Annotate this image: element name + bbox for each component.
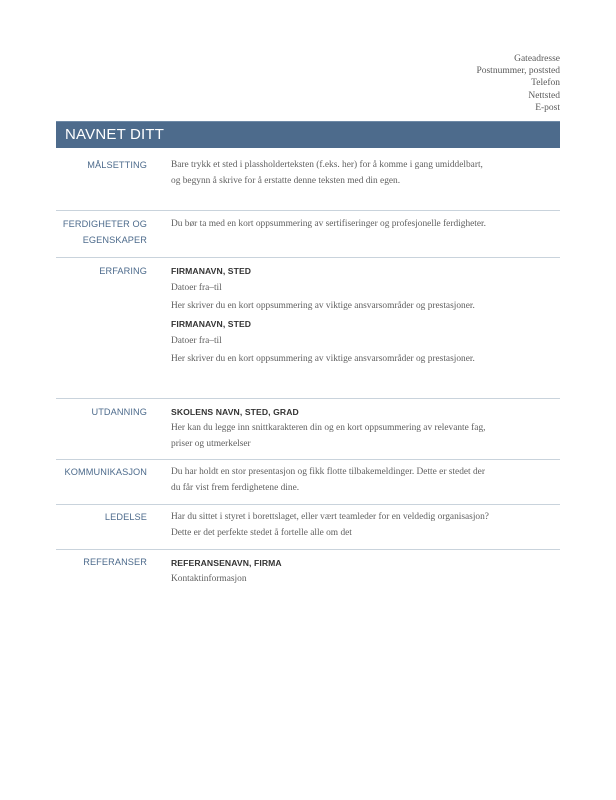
section-communication [56, 460, 560, 505]
section-label: LEDELSE [104, 512, 147, 522]
section-label: UTDANNING [91, 407, 147, 417]
section-objective [56, 151, 560, 211]
objective-text[interactable]: Bare trykk et sted i plassholderteksten (f.eks. her) for å komme i gang umiddelbart, og begynn å skrive for å erstatte denne teksten med din egen. [171, 160, 483, 186]
section-skills [56, 211, 560, 258]
email[interactable]: E-post [535, 102, 560, 113]
section-label: ERFARING [99, 266, 147, 276]
school-heading[interactable]: SKOLENS NAVN, STED, GRAD [171, 407, 299, 417]
company-heading[interactable]: FIRMANAVN, STED [171, 266, 252, 276]
job-entry [171, 318, 493, 368]
website[interactable]: Nettsted [528, 90, 560, 101]
section-label: KOMMUNIKASJON [64, 467, 147, 477]
section-leadership [56, 505, 560, 550]
job-entry [171, 265, 493, 315]
section-label: REFERANSER [83, 557, 147, 567]
section-label-line: EGENSKAPER [82, 234, 147, 245]
contact-info [476, 53, 560, 114]
reference-name[interactable]: REFERANSENAVN, FIRMA [171, 558, 282, 568]
section-education [56, 399, 560, 460]
education-text[interactable]: Her kan du legge inn snittkarakteren din og en kort oppsummering av relevante fag, priser og utmerkelser [171, 423, 486, 449]
job-summary[interactable]: Her skriver du en kort oppsummering av viktige ansvarsområder og prestasjoner. [171, 301, 475, 311]
skills-text[interactable]: Du bør ta med en kort oppsummering av sertifiseringer og profesjonelle ferdigheter. [171, 219, 487, 229]
street-address[interactable]: Gateadresse [514, 54, 560, 64]
name-banner [56, 121, 560, 148]
job-dates[interactable]: Datoer fra–til [171, 335, 222, 346]
person-name[interactable]: NAVNET DITT [65, 126, 165, 143]
company-heading[interactable]: FIRMANAVN, STED [171, 318, 252, 329]
section-label [63, 217, 147, 248]
leadership-text[interactable]: Har du sittet i styret i borettslaget, eller vært teamleder for en veldedig organisasjon? Dette er det perfekte stedet å fortelle alle om det [171, 512, 489, 538]
section-label-line: FERDIGHETER OG [62, 219, 147, 229]
section-references [56, 550, 560, 595]
phone[interactable]: Telefon [531, 78, 560, 89]
postal-address[interactable]: Postnummer, poststed [476, 66, 560, 77]
section-experience [56, 258, 560, 399]
job-summary[interactable]: Her skriver du en kort oppsummering av viktige ansvarsområder og prestasjoner. [171, 353, 475, 364]
job-dates[interactable]: Datoer fra–til [171, 283, 222, 293]
communication-text[interactable]: Du har holdt en stor presentasjon og fikk flotte tilbakemeldinger. Dette er stedet der du får vist frem ferdighetene dine. [171, 467, 485, 493]
section-label: MÅLSETTING [87, 160, 147, 170]
reference-contact[interactable]: Kontaktinformasjon [171, 574, 247, 584]
